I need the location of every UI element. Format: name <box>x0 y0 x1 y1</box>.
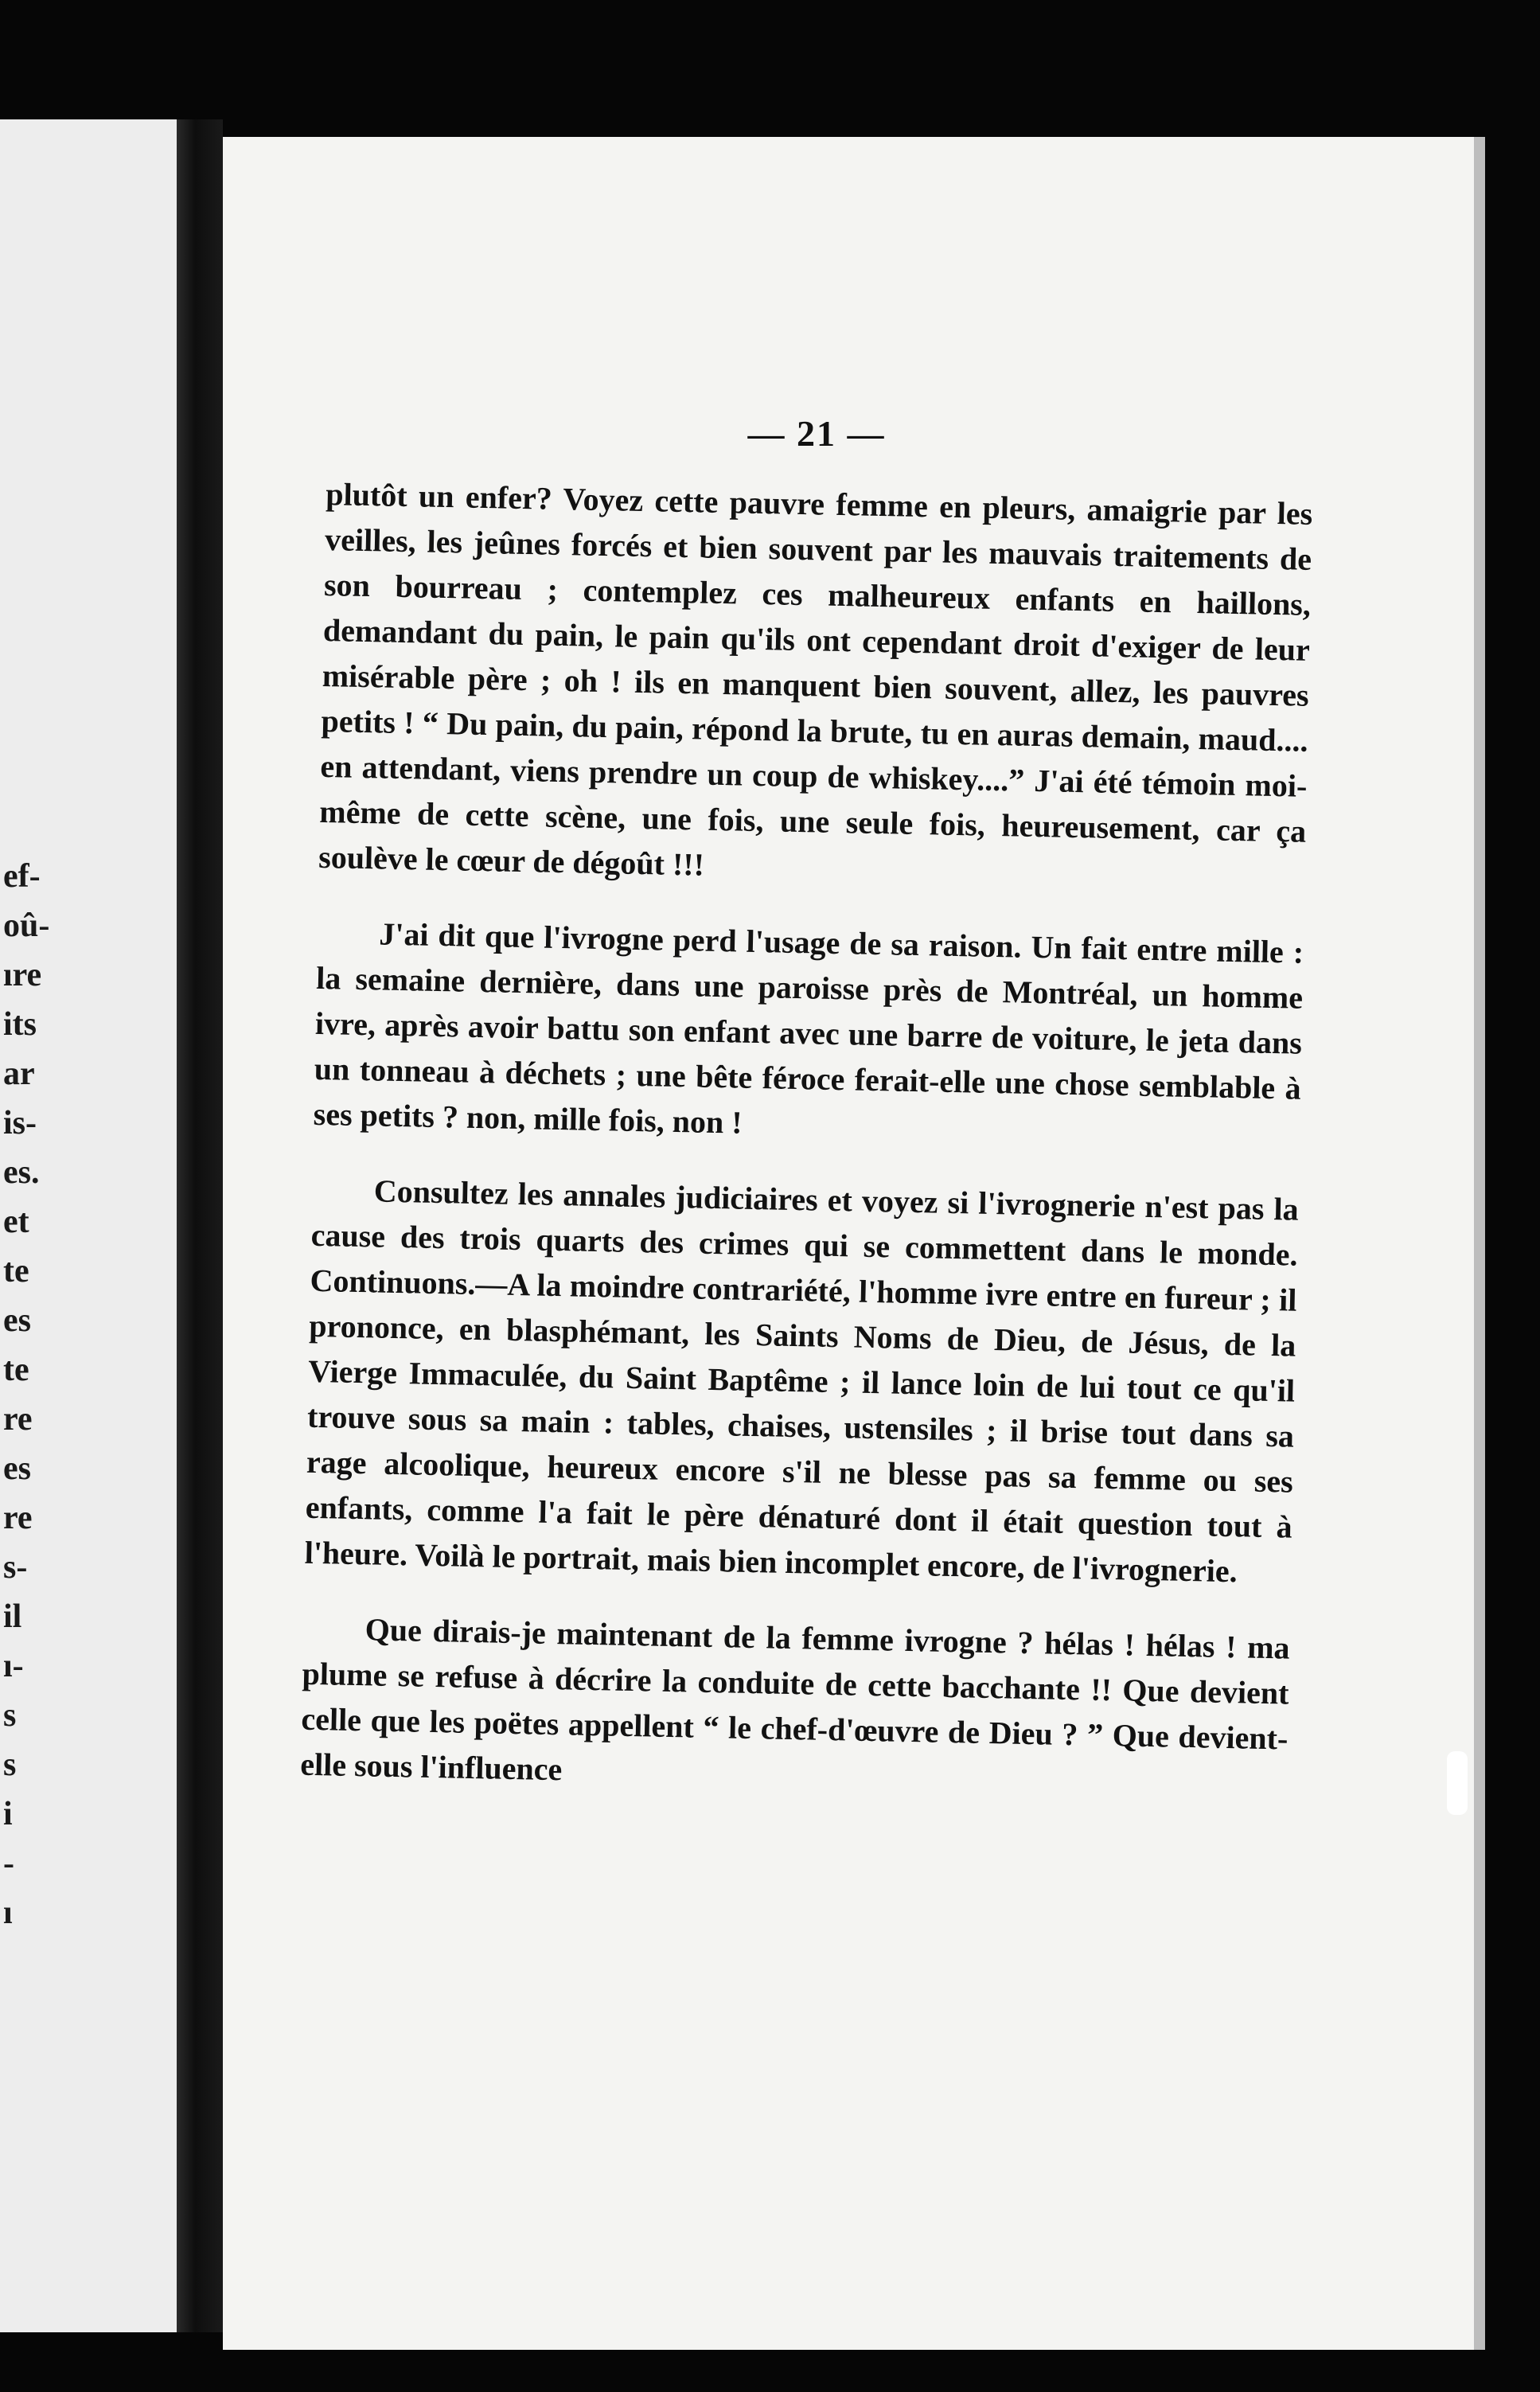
left-fragment: ar <box>3 1056 35 1092</box>
left-fragment: te <box>3 1253 29 1290</box>
left-fragment: s <box>3 1746 17 1783</box>
scan-artifact <box>1447 1751 1468 1815</box>
page-number: — 21 — <box>747 413 886 454</box>
paragraph: plutôt un enfer? Voyez cette pauvre femme en pleurs, amaigrie par les veilles, les jeûnes forcés et bien souvent par les mauvais traitements de son bourreau ; contemplez ces malheureux enfants en haillons, demandant du pain, le pain qu'ils ont cependant droit d'exiger de leur misérable père ; oh ! ils en manquent bien souvent, allez, les pauvres petits ! “ Du pain, du pain, répond la brute, tu en auras demain, maud.... en attendant, viens prendre un coup de whiskey....” J'ai été témoin moi-même de cette scène, une fois, une seule fois, heureusement, car ça soulève le cœur de dégoût !!! <box>318 475 1313 883</box>
left-fragment: es <box>3 1450 31 1487</box>
paragraph: Que dirais-je maintenant de la femme ivrogne ? hélas ! hélas ! ma plume se refuse à décrire la conduite de cette bacchante !! Que devient celle que les poëtes appellent “ le chef-d'œuvre de Dieu ? ” Que devient-elle sous l'influence <box>299 1611 1291 1788</box>
paragraph: J'ai dit que l'ivrogne perd l'usage de sa raison. Un fait entre mille : la semaine dernière, dans une paroisse près de Montréal, un homme ivre, après avoir battu son enfant avec une barre de voiture, le jeta dans un tonneau à déchets ; une bête féroce ferait-elle une chose semblable à ses petits ? non, mille fois, non ! <box>313 915 1304 1141</box>
left-fragment: ı- <box>3 1648 24 1684</box>
left-fragment: ı <box>3 1894 13 1931</box>
left-fragment: i <box>3 1796 13 1832</box>
left-fragment: its <box>3 1006 37 1043</box>
left-fragment: ef- <box>3 858 41 895</box>
left-fragment: es. <box>3 1154 40 1191</box>
left-fragment: s- <box>3 1549 28 1586</box>
left-facing-page <box>0 119 177 2332</box>
left-fragment: is- <box>3 1105 37 1141</box>
left-fragment: oû- <box>3 907 50 944</box>
left-fragment: es <box>3 1302 31 1339</box>
left-page-line-fragments <box>0 852 49 1937</box>
page-body <box>299 471 1313 1837</box>
left-fragment: et <box>3 1204 29 1240</box>
left-fragment: s <box>3 1697 17 1734</box>
left-fragment: te <box>3 1352 29 1388</box>
book-page <box>223 137 1474 2350</box>
left-fragment: il <box>3 1598 22 1635</box>
paragraph: Consultez les annales judiciaires et voyez si l'ivrognerie n'est pas la cause des trois quarts des crimes qui se commettent dans le monde. Continuons.—A la moindre contrariété, l'homme ivre entre en fureur ; il prononce, en blasphémant, les Saints Noms de Dieu, de Jésus, de la Vierge Immaculée, du Saint Baptême ; il lance loin de lui tout ce qu'il trouve sous sa main : tables, chaises, ustensiles ; il brise tout dans sa rage alcoolique, heureux encore s'il ne blesse pas sa femme ou ses enfants, comme l'a fait le père dénaturé dont il était question tout à l'heure. Voilà le portrait, mais bien incomplet encore, de l'ivrognerie. <box>304 1173 1300 1590</box>
left-fragment: re <box>3 1401 33 1438</box>
left-fragment: re <box>3 1500 33 1536</box>
left-fragment: ıre <box>3 957 42 993</box>
left-fragment: - <box>3 1845 14 1882</box>
page-right-edge <box>1474 137 1485 2350</box>
